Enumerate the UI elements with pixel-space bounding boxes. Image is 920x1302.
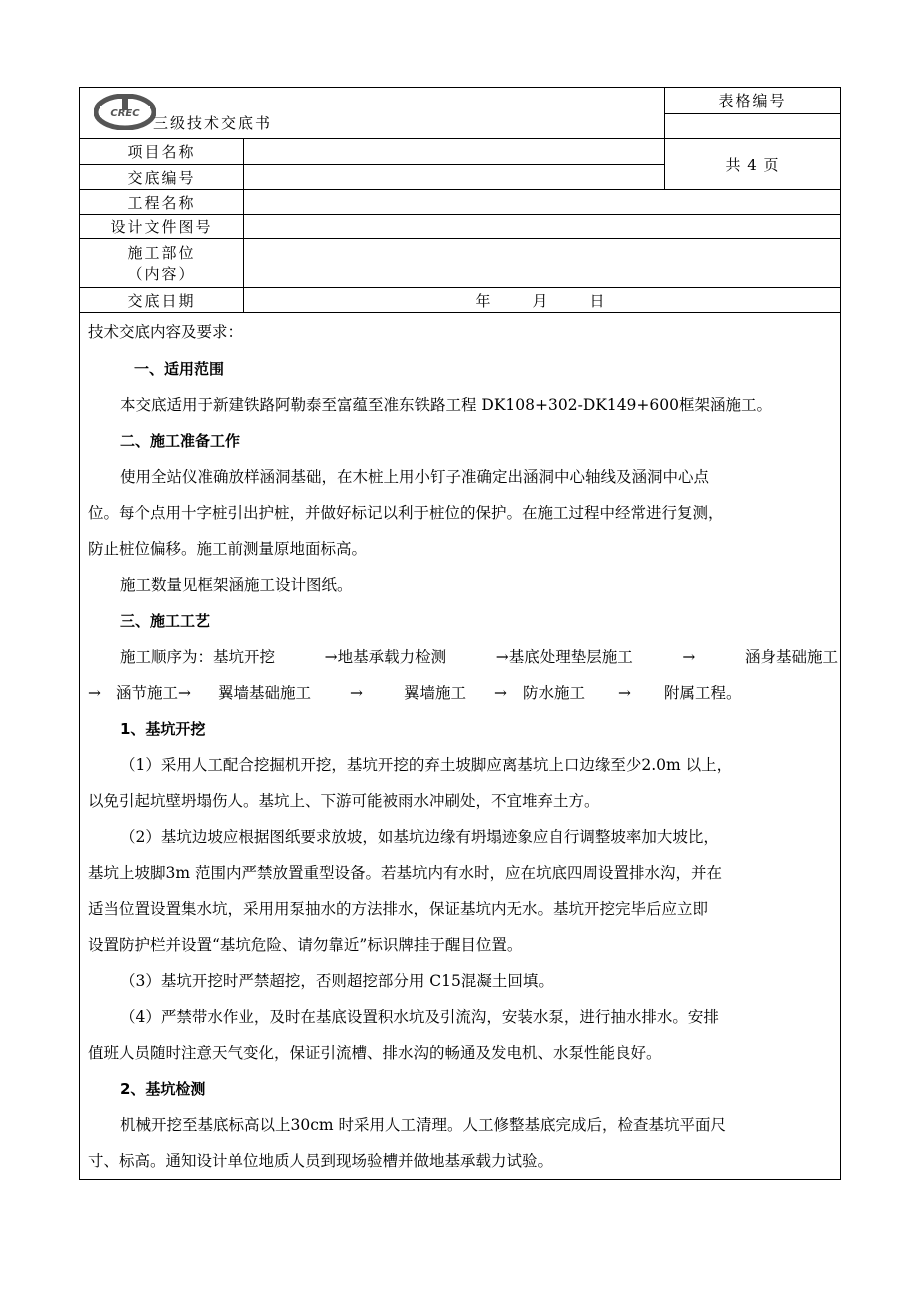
- subsection-2-title: 2、基坑检测: [120, 1080, 206, 1098]
- sequence-step: 涵身基础施工: [744, 648, 838, 666]
- sequence-arrow: →: [682, 648, 696, 666]
- document-title: 三级技术交底书: [153, 114, 273, 132]
- subsection-1-item-2-line: （2）基坑边坡应根据图纸要求放坡，如基坑边缘有坍塌迹象应自行调整坡率加大坡比，: [120, 828, 719, 846]
- subsection-1-item-4-line: （4）严禁带水作业，及时在基底设置积水坑及引流沟，安装水泵，进行抽水排水。安排: [120, 1008, 719, 1026]
- sequence-step: 翼墙施工: [404, 684, 467, 702]
- section-2-title: 二、施工准备工作: [120, 432, 241, 450]
- section-1-title: 一、适用范围: [134, 360, 225, 378]
- briefing-date-label: 交底日期: [127, 291, 196, 310]
- construction-part-label: [80, 239, 243, 287]
- sequence-arrow: →: [494, 684, 507, 702]
- subsection-1-item-2-line: 适当位置设置集水坑，采用用泵抽水的方法排水，保证基坑内无水。基坑开挖完毕后应立即: [88, 900, 709, 918]
- sequence-step: →地基承载力检测: [324, 648, 447, 666]
- section-2-paragraph-line: 位。每个点用十字桩引出护桩，并做好标记以利于桩位的保护。在施工过程中经常进行复测，: [88, 504, 724, 522]
- engineering-name-label: 工程名称: [127, 193, 196, 212]
- sequence-step: →基底处理垫层施工: [495, 648, 633, 666]
- design-drawing-number-value: [244, 215, 840, 238]
- sequence-arrow: →: [618, 684, 631, 702]
- form-number-label: 表格编号: [718, 92, 787, 110]
- svg-text:CREC: CREC: [110, 108, 140, 119]
- construction-part-value: [244, 239, 840, 287]
- design-drawing-number-label: 设计文件图号: [110, 218, 213, 236]
- section-1-paragraph: 本交底适用于新建铁路阿勒泰至富蕴至准东铁路工程 DK108+302-DK149+600框架涵施工。: [120, 396, 772, 414]
- construction-part-label-line2: （内容）: [127, 265, 196, 283]
- section-3-title: 三、施工工艺: [120, 612, 211, 630]
- total-pages: 共 4 页: [725, 155, 780, 174]
- subsection-1-item-1-line: 以免引起坑壁坍塌伤人。基坑上、下游可能被雨水冲刷处，不宜堆弃土方。: [88, 792, 600, 810]
- subsection-2-paragraph-line: 机械开挖至基底标高以上30cm 时采用人工清理。人工修整基底完成后，检查基坑平面尺: [120, 1116, 727, 1134]
- sequence-arrow: →: [350, 684, 363, 702]
- section-2-paragraph-line: 使用全站仪准确放样涵洞基础，在木桩上用小钉子准确定出涵洞中心轴线及涵洞中心点: [120, 468, 710, 486]
- construction-part-label-line1: 施工部位: [127, 244, 196, 262]
- sequence-step: 附属工程。: [664, 684, 742, 702]
- briefing-number-label: 交底编号: [127, 168, 196, 187]
- section-2-paragraph-line: 防止桩位偏移。施工前测量原地面标高。: [88, 540, 368, 558]
- briefing-date-value: 年 月 日: [475, 291, 609, 310]
- project-name-value: [244, 139, 664, 164]
- sequence-step: 防水施工: [523, 684, 586, 702]
- sequence-arrow: →: [88, 684, 101, 702]
- process-sequence-line-1: [120, 647, 838, 667]
- subsection-1-item-1-line: （1）采用人工配合挖掘机开挖，基坑开挖的弃土坡脚应离基坑上口边缘至少2.0m 以上，: [120, 756, 733, 774]
- sequence-step: 涵节施工→: [116, 684, 191, 702]
- technical-briefing-form: [79, 87, 841, 1180]
- subsection-1-item-4-line: 值班人员随时注意天气变化，保证引流槽、排水沟的畅通及发电机、水泵性能良好。: [88, 1044, 662, 1062]
- company-logo-icon: [94, 94, 156, 130]
- subsection-1-item-2-line: 基坑上坡脚3m 范围内严禁放置重型设备。若基坑内有水时，应在坑底四周设置排水沟，并在: [88, 864, 722, 882]
- form-number-value: [665, 114, 840, 138]
- project-name-label: 项目名称: [127, 143, 196, 161]
- sequence-step: 翼墙基础施工: [218, 684, 312, 702]
- section-2-paragraph-2: 施工数量见框架涵施工设计图纸。: [120, 576, 353, 594]
- subsection-2-paragraph-line: 寸、标高。通知设计单位地质人员到现场验槽并做地基承载力试验。: [88, 1152, 554, 1170]
- intro-heading: 技术交底内容及要求：: [88, 323, 244, 341]
- subsection-1-title: 1、基坑开挖: [120, 720, 206, 738]
- subsection-1-item-2-line: 设置防护栏并设置“基坑危险、请勿靠近”标识牌挂于醒目位置。: [88, 936, 523, 954]
- engineering-name-value: [244, 190, 840, 214]
- briefing-number-value: [244, 165, 664, 189]
- subsection-1-item-3: （3）基坑开挖时严禁超挖，否则超挖部分用 C15混凝土回填。: [120, 972, 554, 990]
- sequence-step: 施工顺序为：基坑开挖: [120, 648, 276, 666]
